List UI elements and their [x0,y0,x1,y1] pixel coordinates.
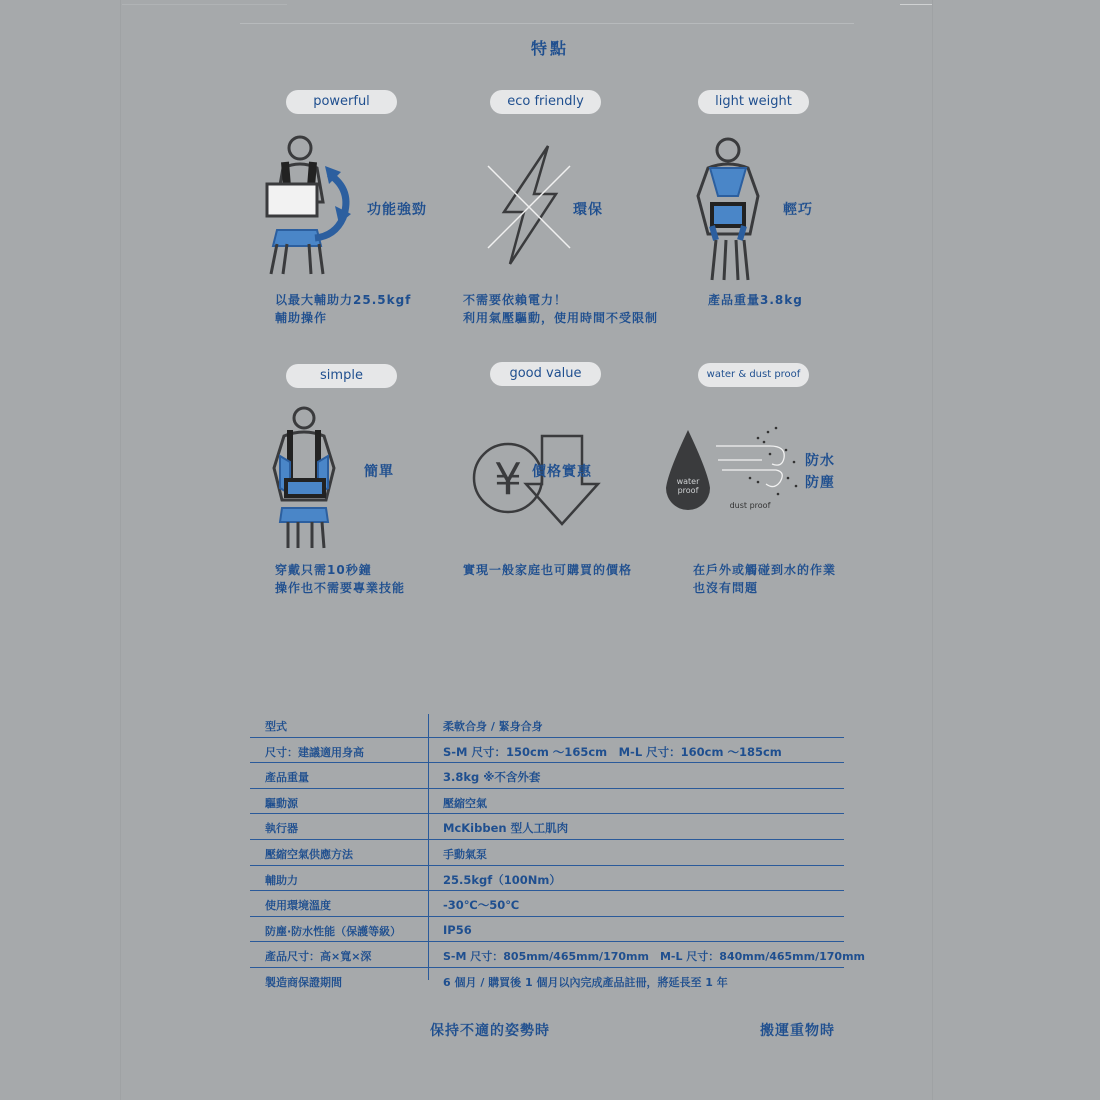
spec-row [250,738,844,764]
footer-right-caption: 搬運重物時 [760,1023,835,1039]
page-edge-top-left [122,4,287,5]
spec-key: 執行器 [265,822,298,836]
spec-row [250,763,844,789]
page-title: 特點 [530,39,569,58]
tag-powerful: powerful [286,90,397,114]
water-dust-proof-icon [662,420,802,516]
spec-key: 產品尺寸：高×寬×深 [265,950,372,964]
desc-good-value-line1: 實現一般家庭也可購買的價格 [463,563,633,577]
spec-row [250,814,844,840]
desc-light-weight-line1: 產品重量3.8kg [708,293,803,307]
spec-row [250,917,844,943]
label-light-weight: 輕巧 [783,202,813,218]
desc-water-dust-line2: 也沒有問題 [693,581,759,595]
top-divider [240,23,854,24]
desc-powerful-line2: 輔助操作 [275,311,328,325]
spec-value: 25.5kgf（100Nm） [443,872,561,887]
spec-row [250,789,844,815]
tag-water-dust-proof: water & dust proof [698,363,809,387]
desc-eco-line1: 不需要依賴電力！ [463,293,568,307]
desc-simple-line2: 操作也不需要專業技能 [275,581,406,595]
spec-value: S-M 尺寸：150cm ～165cm M-L 尺寸：160cm ～185cm [443,744,782,759]
label-simple: 簡單 [364,464,394,480]
tag-good-value: good value [490,362,601,386]
spec-value: 手動氣泵 [443,847,487,861]
desc-eco-line2: 利用氣壓驅動，使用時間不受限制 [463,311,659,325]
spec-key: 使用環境溫度 [265,899,331,913]
spec-value: -30℃～50℃ [443,898,520,913]
spec-key: 製造商保證期間 [265,975,342,989]
footer-left-caption: 保持不適的姿勢時 [430,1023,550,1039]
yen-price-down-icon [470,434,604,530]
exoskeleton-back-icon [688,134,776,284]
spec-row [250,712,844,738]
spec-key: 驅動源 [265,796,298,810]
lightning-crossed-icon [486,142,574,268]
spec-value: 壓縮空氣 [443,796,487,810]
page-edge-left [120,0,121,1100]
spec-key: 防塵·防水性能（保護等級） [265,924,402,938]
desc-simple-line1: 穿戴只需10秒鐘 [275,563,372,577]
tag-light-weight: light weight [698,90,809,114]
spec-key: 壓縮空氣供應方法 [265,847,353,861]
water-proof-text-2: proof [677,486,699,495]
spec-key: 型式 [265,720,287,733]
exoskeleton-wearer-icon [266,404,352,550]
desc-water-dust-line1: 在戶外或觸碰到水的作業 [693,563,837,577]
tag-eco-friendly: eco friendly [490,90,601,114]
spec-key: 尺寸：建議適用身高 [265,745,364,759]
spec-key: 輔助力 [265,873,298,887]
spec-value: IP56 [443,922,472,937]
desc-powerful-line1: 以最大輔助力25.5kgf [275,293,412,307]
page-edge-right [932,0,933,1100]
page-edge-top-right [900,4,932,5]
spec-table [250,712,865,993]
exoskeleton-lifting-icon [255,132,365,280]
spec-row [250,840,844,866]
spec-key: 產品重量 [265,771,309,785]
label-good-value: 價格實惠 [532,464,592,480]
tag-simple: simple [286,364,397,388]
water-proof-text-1: water [676,477,700,486]
spec-value: 3.8kg ※不含外套 [443,770,541,785]
spec-row [250,866,844,892]
label-waterproof: 防水 [805,453,835,469]
spec-row [250,891,844,917]
spec-value: 6 個月 / 購買後 1 個月以內完成產品註冊，將延長至 1 年 [443,975,728,989]
spec-value: McKibben 型人工肌肉 [443,821,569,836]
label-dustproof: 防塵 [805,475,835,491]
spec-value: S-M 尺寸：805mm/465mm/170mm M-L 尺寸：840mm/465mm/170mm [443,950,865,964]
yen-glyph: ¥ [494,454,522,505]
label-powerful: 功能強勁 [367,202,427,218]
spec-row [250,942,865,968]
label-eco-friendly: 環保 [573,202,603,218]
spec-value: 柔軟合身 / 緊身合身 [443,720,543,733]
dust-proof-text: dust proof [729,501,771,510]
spec-row [250,968,844,993]
